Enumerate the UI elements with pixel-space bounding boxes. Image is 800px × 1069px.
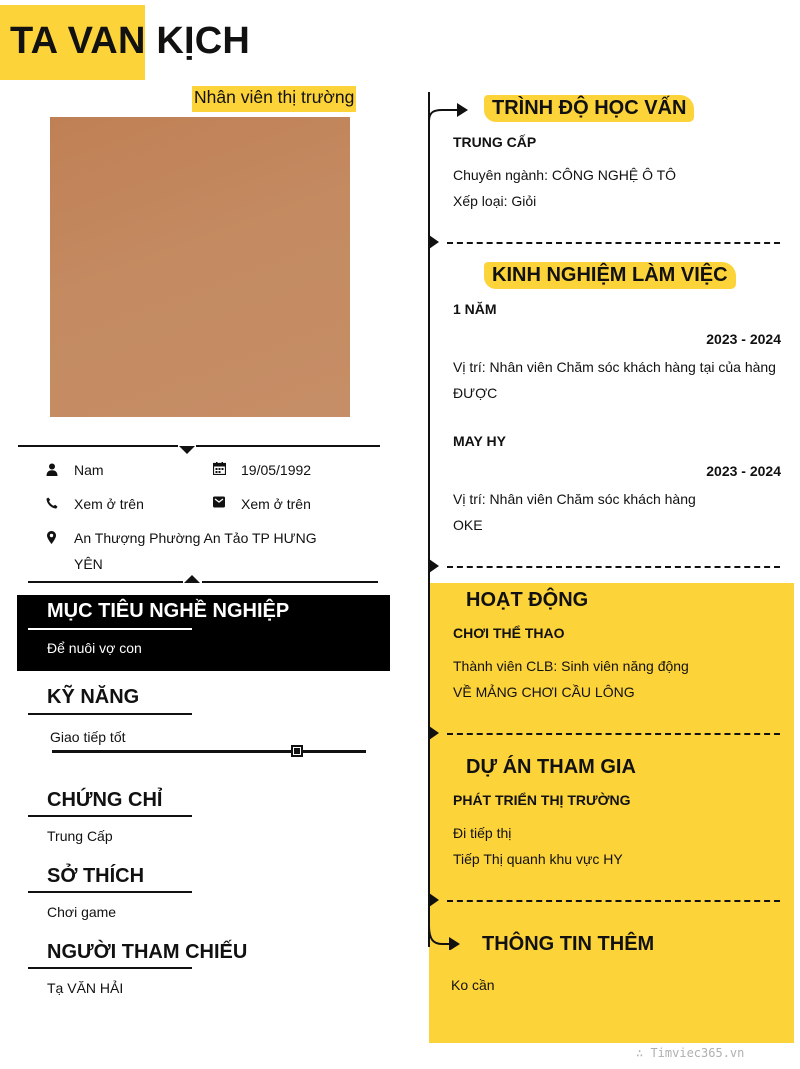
- experience-description: OKE: [453, 517, 483, 533]
- user-icon: [45, 462, 59, 476]
- skill-level-bar: [52, 750, 366, 753]
- map-marker-icon: [44, 530, 58, 544]
- projects-description: Đi tiếp thị: [453, 825, 512, 841]
- address-line-2: YÊN: [74, 556, 103, 572]
- job-position: Nhân viên thị trường: [192, 86, 356, 112]
- phone-value: Xem ở trên: [74, 496, 144, 512]
- education-level: TRUNG CẤP: [453, 134, 537, 150]
- timeline-marker: [429, 235, 439, 249]
- section-divider: [447, 566, 780, 568]
- certificates-underline: [28, 815, 192, 817]
- section-divider: [447, 733, 780, 735]
- profile-photo: [50, 117, 350, 417]
- address-line-1: An Thượng Phường An Tảo TP HƯNG: [74, 530, 317, 546]
- additional-text: Ko cần: [451, 977, 495, 993]
- projects-subtitle: PHÁT TRIỂN THỊ TRƯỜNG: [453, 792, 631, 808]
- activities-subtitle: CHƠI THỂ THAO: [453, 625, 565, 641]
- timeline-marker: [429, 726, 439, 740]
- section-divider: [447, 900, 780, 902]
- skills-title: KỸ NĂNG: [47, 686, 140, 708]
- watermark: ∴ Timviec365.vn: [636, 1046, 745, 1060]
- activities-description: Thành viên CLB: Sinh viên năng động: [453, 658, 689, 674]
- experience-company: MAY HY: [453, 433, 506, 449]
- experience-period: 2023 - 2024: [706, 463, 781, 479]
- hobbies-title: SỞ THÍCH: [47, 865, 145, 887]
- skills-underline: [28, 713, 192, 715]
- divider-line: [196, 445, 380, 447]
- experience-description: Vị trí: Nhân viên Chăm sóc khách hàng: [453, 491, 696, 507]
- divider-line: [18, 445, 178, 447]
- education-major: Chuyên ngành: CÔNG NGHỆ Ô TÔ: [453, 167, 677, 183]
- objective-underline: [28, 628, 192, 630]
- gender-value: Nam: [74, 462, 104, 478]
- email-value: Xem ở trên: [241, 496, 311, 512]
- hobbies-text: Chơi game: [47, 904, 117, 920]
- education-rank: Xếp loại: Giỏi: [453, 193, 537, 209]
- certificates-text: Trung Cấp: [47, 828, 113, 844]
- activities-title: HOẠT ĐỘNG: [466, 589, 589, 611]
- objective-title: MỤC TIÊU NGHỀ NGHIỆP: [47, 600, 290, 622]
- arrow-right-icon: [428, 100, 472, 122]
- divider-line: [28, 581, 183, 583]
- additional-title: THÔNG TIN THÊM: [482, 933, 655, 955]
- section-divider: [447, 242, 780, 244]
- skill-level-marker: [291, 745, 303, 757]
- divider-line: [202, 581, 378, 583]
- objective-text: Để nuôi vợ con: [47, 640, 142, 656]
- education-title: TRÌNH ĐỘ HỌC VẤN: [484, 95, 694, 122]
- candidate-name: TA VAN KỊCH: [10, 20, 251, 62]
- divider-triangle-up: [184, 575, 200, 583]
- calendar-icon: [212, 461, 226, 475]
- references-underline: [28, 967, 192, 969]
- experience-description: ĐƯỢC: [453, 385, 498, 401]
- experience-description: Vị trí: Nhân viên Chăm sóc khách hàng tại của hàng: [453, 359, 776, 375]
- projects-title: DỰ ÁN THAM GIA: [466, 756, 636, 778]
- projects-description: Tiếp Thị quanh khu vực HY: [453, 851, 623, 867]
- references-text: Tạ VĂN HẢI: [47, 980, 124, 996]
- hobbies-underline: [28, 891, 192, 893]
- skill-name: Giao tiếp tốt: [50, 729, 126, 745]
- timeline-line: [428, 92, 430, 947]
- divider-triangle-down: [179, 446, 195, 454]
- experience-company: 1 NĂM: [453, 301, 497, 317]
- envelope-icon: [212, 495, 226, 509]
- experience-title: KINH NGHIỆM LÀM VIỆC: [484, 262, 736, 289]
- timeline-marker: [429, 893, 439, 907]
- certificates-title: CHỨNG CHỈ: [47, 789, 163, 811]
- arrow-right-icon: [428, 926, 464, 950]
- timeline-marker: [429, 559, 439, 573]
- activities-description: VỀ MẢNG CHƠI CẦU LÔNG: [453, 684, 635, 700]
- phone-icon: [45, 496, 59, 510]
- references-title: NGƯỜI THAM CHIẾU: [47, 941, 248, 963]
- birthday-value: 19/05/1992: [241, 462, 312, 478]
- experience-period: 2023 - 2024: [706, 331, 781, 347]
